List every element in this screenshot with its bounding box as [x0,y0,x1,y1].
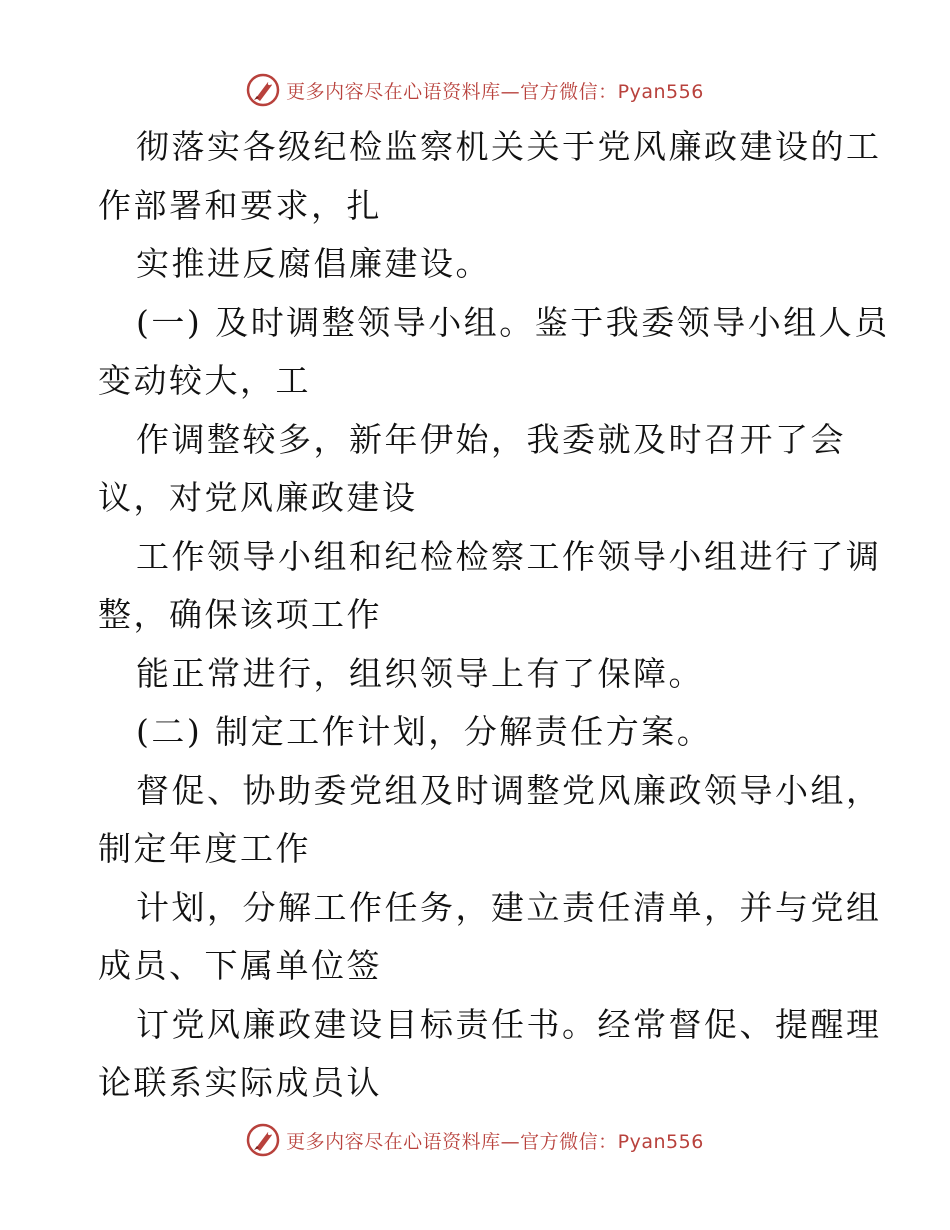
text-line: 实推进反腐倡廉建设。 [136,244,491,283]
text-line: 作部署和要求，扎 [98,185,382,225]
pen-nib-logo-icon [246,73,280,107]
document-body [98,118,890,1113]
text-line: 论联系实际成员认 [98,1063,382,1102]
watermark-text: 更多内容尽在心语资料库—官方微信：Pyan556 [286,80,704,103]
pen-nib-logo-icon [246,1123,280,1157]
text-line: (一) 及时调整领导小组。鉴于我委领导小组人员 [136,302,890,342]
text-line: 工作领导小组和纪检检察工作领导小组进行了调 [136,536,882,576]
text-line: 制定年度工作 [98,829,311,868]
footer-watermark [0,1120,950,1160]
text-line: 成员、下属单位签 [98,946,382,985]
text-line: 订党风廉政建设目标责任书。经常督促、提醒理 [136,1004,882,1044]
text-line: 议，对党风廉政建设 [98,478,418,517]
header-watermark [0,70,950,110]
text-line: 彻落实各级纪检监察机关关于党风廉政建设的工 [136,127,882,166]
text-line: 整，确保该项工作 [98,595,382,634]
text-line: 计划，分解工作任务，建立责任清单，并与党组 [136,887,882,927]
text-line: (二) 制定工作计划，分解责任方案。 [136,712,713,751]
text-line: 作调整较多，新年伊始，我委就及时召开了会 [136,419,846,459]
text-line: 变动较大，工 [98,361,311,400]
text-line: 能正常进行，组织领导上有了保障。 [136,653,704,693]
text-line: 督促、协助委党组及时调整党风廉政领导小组， [136,770,882,810]
watermark-text: 更多内容尽在心语资料库—官方微信：Pyan556 [286,1130,704,1153]
